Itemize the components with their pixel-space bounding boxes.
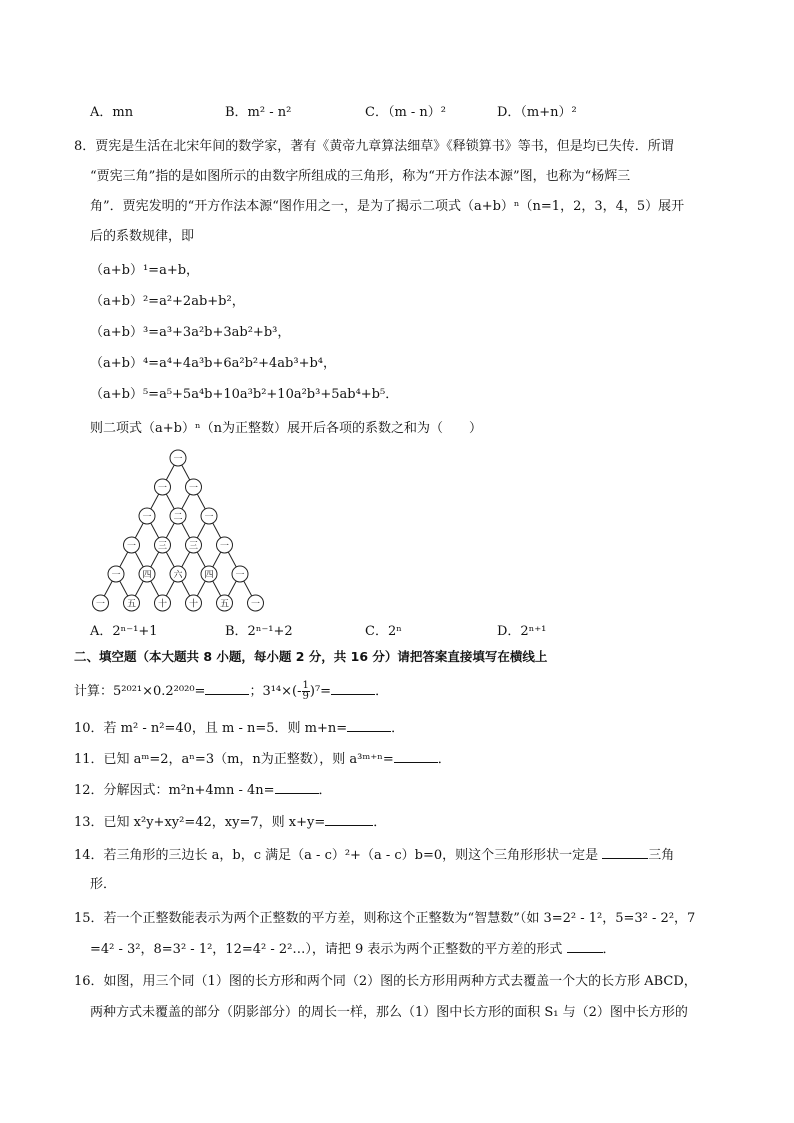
q8-equation-3: （a+b）³=a³+3a²b+3ab²+b³， [90,325,291,340]
q8-equation-5: （a+b）⁵=a⁵+5a⁴b+10a³b²+10a²b³+5ab⁴+b⁵． [90,387,399,402]
q8-option-b[interactable]: B．2ⁿ⁻¹+2 [225,624,293,639]
q16-line-1: 16．如图，用三个同（1）图的长方形和两个同（2）图的长方形用两种方式去覆盖一个大的长方形 ABCD， [74,974,697,989]
q15-answer-blank[interactable] [567,940,603,953]
q16-line-2: 两种方式未覆盖的部分（阴影部分）的周长一样，那么（1）图中长方形的面积 S₁ 与（2）图中长方形的 [90,1005,688,1020]
q9-fraction-numerator: 1 [302,680,309,691]
q8-line-2: “贾宪三角”指的是如图所示的由数字所组成的三角形，称为“开方作法本源”图，也称为“杨辉三 [90,169,631,184]
triangle-node-label: 一 [204,512,214,523]
q7-option-b[interactable]: B．m² - n² [225,105,292,120]
triangle-node-label: 一 [95,599,106,610]
q11-answer-blank[interactable] [394,750,438,763]
q7-option-d[interactable]: D．（m+n）² [497,105,577,120]
q14-text-end: 三角 [648,848,675,863]
q12-answer-blank[interactable] [275,781,319,794]
q8-equation-1: （a+b）¹=a+b， [90,263,200,278]
q14-text: 14．若三角形的三边长 a，b，c 满足（a - c）²+（a - c）b=0，则这个三角形形状一定是 [74,848,599,863]
triangle-node-label: 三 [157,541,168,552]
triangle-node-label: 十 [157,599,168,610]
q9-answer-blank-2[interactable] [331,682,375,695]
q11-end: ． [437,752,451,767]
triangle-node-label: 六 [173,570,183,581]
q15-text: =4² - 3²，8=3² - 1²，12=4² - 2²…），请把 9 表示为两个正整数的平方差的形式 [90,942,563,957]
triangle-node-label: 三 [188,541,199,552]
triangle-node-label: 一 [173,454,183,465]
q8-option-a[interactable]: A．2ⁿ⁻¹+1 [90,624,158,639]
q9-fraction-denominator: 9 [302,691,309,702]
q13-end: ． [373,815,387,830]
q8-line-1: 8．贾宪是生活在北宋年间的数学家，著有《黄帝九章算法细草》《释锁算书》等书，但是均已失传．所谓 [74,139,674,154]
q13-text: 13．已知 x²y+xy²=42，xy=7，则 x+y= [74,815,326,830]
triangle-node-label: 一 [250,599,261,610]
q12-text: 12．分解因式：m²n+4mn - 4n= [74,783,275,798]
section-2-header: 二、填空题（本大题共 8 小题，每小题 2 分，共 16 分）请把答案直接填写在横线上 [74,649,548,664]
q8-line-4: 后的系数规律，即 [90,229,195,244]
q7-option-c[interactable]: C．（m - n）² [365,105,447,120]
q9-fraction [302,681,310,702]
triangle-node-label: 一 [142,512,152,523]
q10-answer-blank[interactable] [347,719,391,732]
q9-answer-blank-1[interactable] [205,682,249,695]
q8-equation-4: （a+b）⁴=a⁴+4a³b+6a²b²+4ab³+b⁴， [90,356,337,371]
triangle-node-label: 四 [142,570,152,581]
q10-line [74,719,404,738]
q8-equation-2: （a+b）²=a²+2ab+b²， [90,294,245,309]
q14-line-2: 形． [90,877,117,892]
q13-answer-blank[interactable] [325,813,373,826]
q11-text: 11．已知 aᵐ=2，aⁿ=3（m，n为正整数），则 a³ᵐ⁺ⁿ= [74,752,394,767]
q14-answer-blank[interactable] [602,846,648,859]
triangle-node-label: 一 [126,541,137,552]
q8-option-d[interactable]: D．2ⁿ⁺¹ [497,624,547,639]
triangle-node-label: 四 [204,570,214,581]
q12-line [74,781,332,800]
triangle-node-label: 五 [219,599,230,610]
q10-text: 10．若 m² - n²=40，且 m - n=5．则 m+n= [74,721,348,736]
q7-option-a[interactable]: A．mn [90,105,134,120]
q9-text-1: 计算：5²⁰²¹×0.2²⁰²⁰= [74,684,206,699]
q8-question: 则二项式（a+b）ⁿ（n为正整数）展开后各项的系数之和为（ ） [90,421,482,436]
triangle-node-label: 一 [219,541,230,552]
triangle-node-label: 五 [126,599,137,610]
q15-end: ． [602,942,616,957]
q9-text-3: )⁷= [309,684,332,699]
q8-option-c[interactable]: C．2ⁿ [365,624,402,639]
q12-end: ． [318,783,332,798]
q8-line-3: 角”．贾宪发明的“开方作法本源“图作用之一，是为了揭示二项式（a+b）ⁿ（n=1，2，3，4，5）展开 [90,199,685,214]
jia-xian-triangle-figure [88,446,268,616]
q9-line [74,681,388,702]
q10-end: ． [391,721,405,736]
triangle-node-label: 十 [188,599,199,610]
triangle-node-label: 二 [173,512,183,523]
q11-line [74,750,451,769]
q9-end: ． [375,684,389,699]
q13-line [74,813,386,832]
triangle-node-label: 一 [157,483,168,494]
q15-line-2 [90,940,616,959]
triangle-node-label: 一 [188,483,199,494]
triangle-node-label: 一 [111,570,121,581]
q14-line-1 [74,846,674,865]
q9-text-2: ；3¹⁴×(- [249,684,302,699]
q15-line-1: 15．若一个正整数能表示为两个正整数的平方差，则称这个正整数为“智慧数”（如 3=2² - 1²，5=3² - 2²，7 [74,911,696,926]
triangle-node-label: 一 [235,570,245,581]
